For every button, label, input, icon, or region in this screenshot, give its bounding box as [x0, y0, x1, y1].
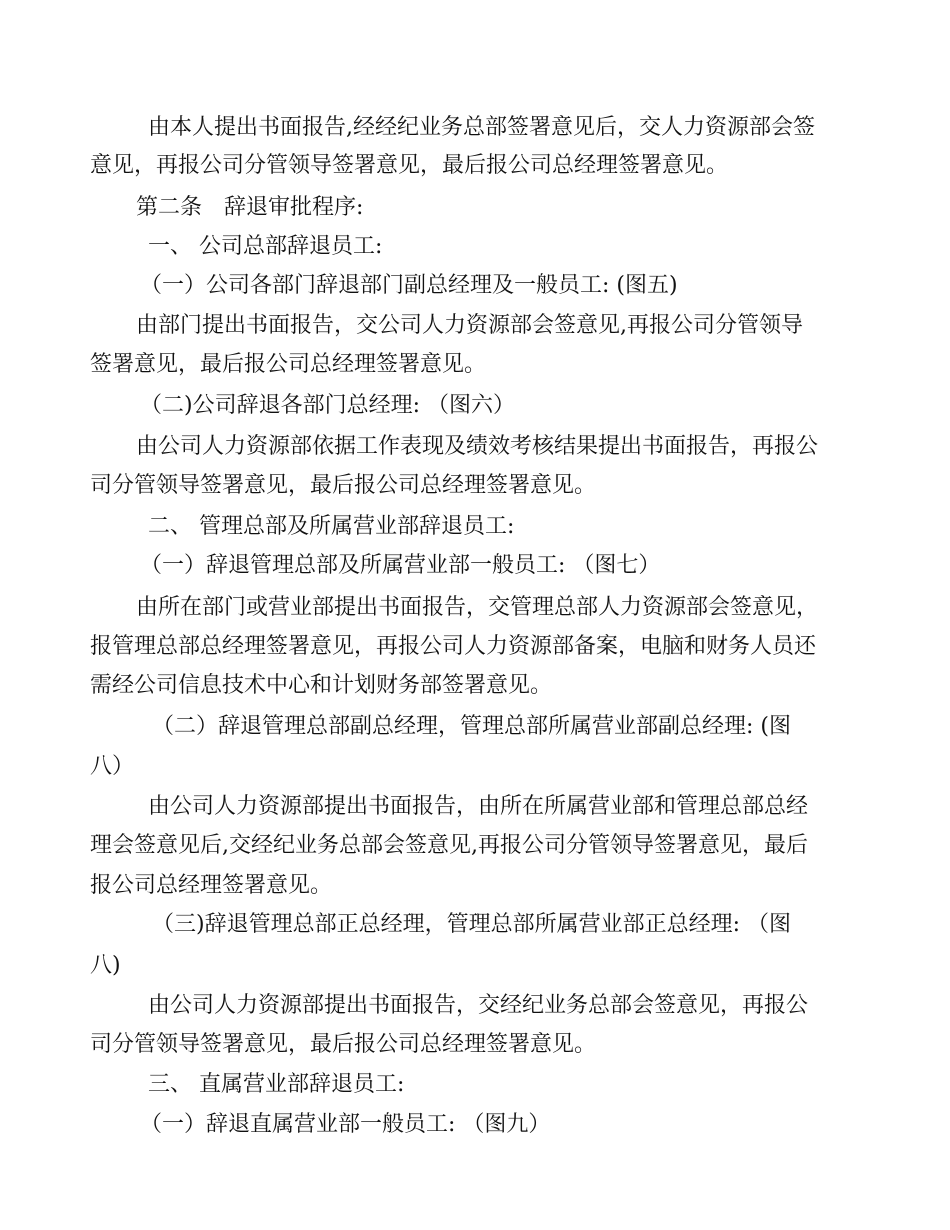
section-heading: 一、 公司总部辞退员工: — [148, 234, 383, 259]
paragraph-line: 由本人提出书面报告,经经纪业务总部签署意见后，交人力资源部会签 — [148, 115, 815, 140]
paragraph-line: 由公司人力资源部提出书面报告，交经纪业务总部会签意见，再报公 — [148, 993, 809, 1018]
paragraph-line: 签署意见，最后报公司总经理签署意见。 — [90, 352, 487, 377]
paragraph-line: 意见，再报公司分管领导签署意见，最后报公司总经理签署意见。 — [90, 153, 729, 178]
paragraph-line: 需经公司信息技术中心和计划财务部签署意见。 — [90, 673, 553, 698]
paragraph-line: 由公司人力资源部提出书面报告，由所在所属营业部和管理总部总经 — [148, 794, 809, 819]
subsection-heading: （一）辞退直属营业部一般员工: （图九） — [140, 1112, 551, 1137]
paragraph-line: 司分管领导签署意见，最后报公司总经理签署意见。 — [90, 1032, 597, 1057]
section-heading: 二、 管理总部及所属营业部辞退员工: — [148, 514, 515, 539]
subsection-heading: （一）辞退管理总部及所属营业部一般员工: （图七） — [140, 553, 661, 578]
subsection-heading: （二）辞退管理总部副总经理，管理总部所属营业部副总经理: (图 — [152, 714, 791, 739]
paragraph-line: 由部门提出书面报告，交公司人力资源部会签意见,再报公司分管领导 — [136, 313, 803, 338]
paragraph-line: 由公司人力资源部依据工作表现及绩效考核结果提出书面报告，再报公 — [136, 434, 819, 459]
paragraph-line: 司分管领导签署意见，最后报公司总经理签署意见。 — [90, 473, 597, 498]
paragraph-line: 理会签意见后,交经纪业务总部会签意见,再报公司分管领导签署意见，最后 — [90, 833, 808, 858]
paragraph-line: 由所在部门或营业部提出书面报告，交管理总部人力资源部会签意见， — [136, 595, 819, 620]
paragraph-line: 报公司总经理签署意见。 — [90, 873, 333, 898]
article-heading: 第二条 辞退审批程序: — [136, 195, 364, 220]
section-heading: 三、 直属营业部辞退员工: — [148, 1072, 405, 1097]
paragraph-line: 报管理总部总经理签署意见，再报公司人力资源部备案，电脑和财务人员还 — [90, 634, 817, 659]
paragraph-line: 八) — [90, 953, 121, 978]
subsection-heading: （三)辞退管理总部正总经理，管理总部所属营业部正总经理: （图 — [152, 912, 791, 937]
subsection-heading: （一）公司各部门辞退部门副总经理及一般员工: (图五) — [140, 273, 678, 298]
subsection-heading: （二)公司辞退各部门总经理: （图六） — [140, 393, 515, 418]
paragraph-line: 八） — [90, 754, 135, 779]
